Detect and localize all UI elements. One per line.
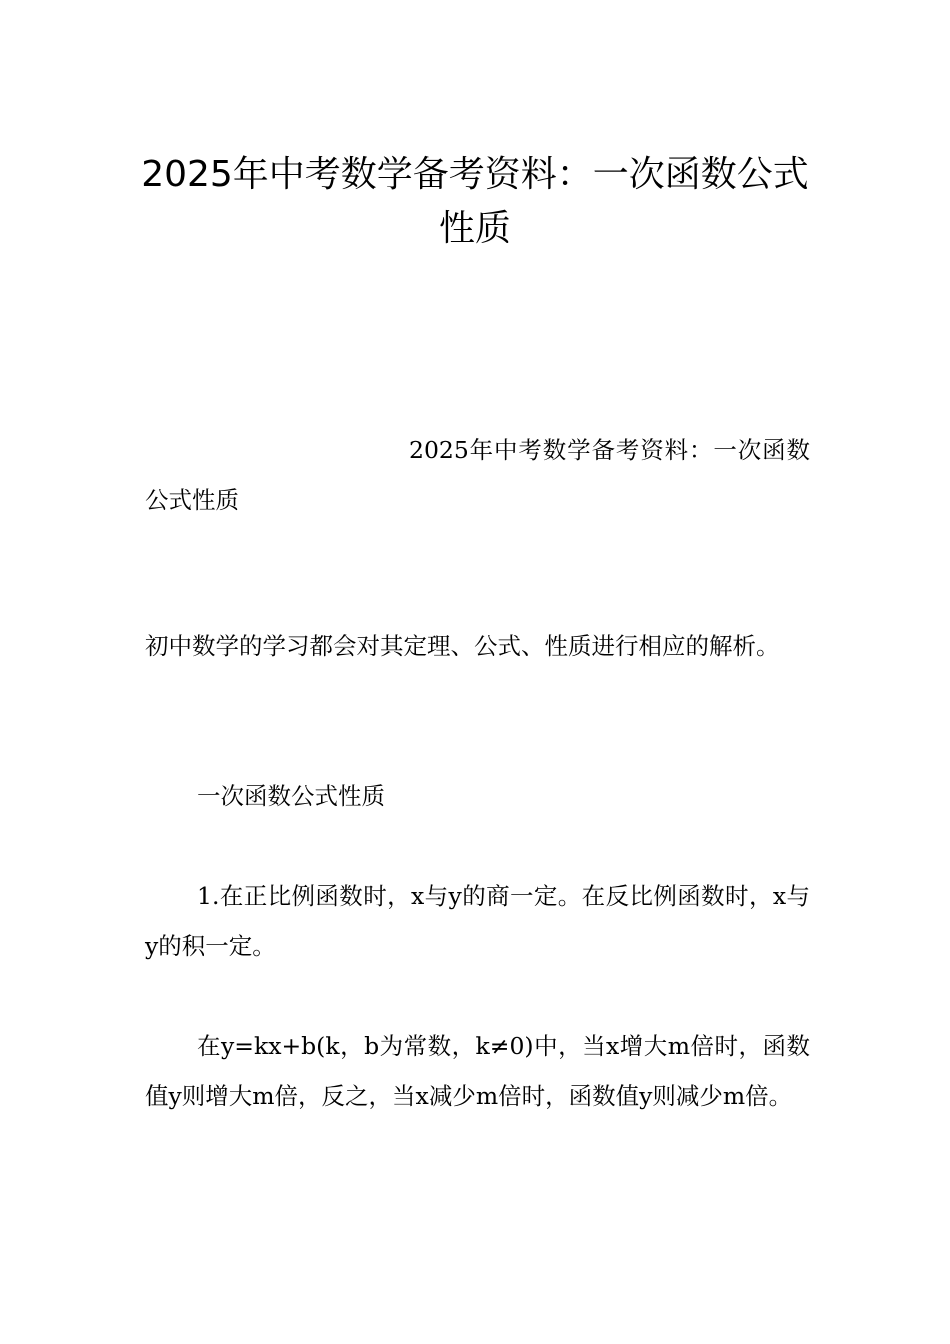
document-title: 2025年中考数学备考资料：一次函数公式性质 [141,154,809,250]
paragraph-property-1: 1.在正比例函数时，x与y的商一定。在反比例函数时，x与y的积一定。 [145,882,811,960]
intro-paragraph: 初中数学的学习都会对其定理、公式、性质进行相应的解析。 [145,632,780,660]
section-heading: 一次函数公式性质 [197,782,385,810]
article-heading: 2025年中考数学备考资料：一次函数公式性质 [145,436,810,514]
paragraph-property-2: 在y=kx+b(k，b为常数，k≠0)中，当x增大m倍时，函数值y则增大m倍，反之，当x减少m倍时，函数值y则减少m倍。 [145,1032,810,1110]
